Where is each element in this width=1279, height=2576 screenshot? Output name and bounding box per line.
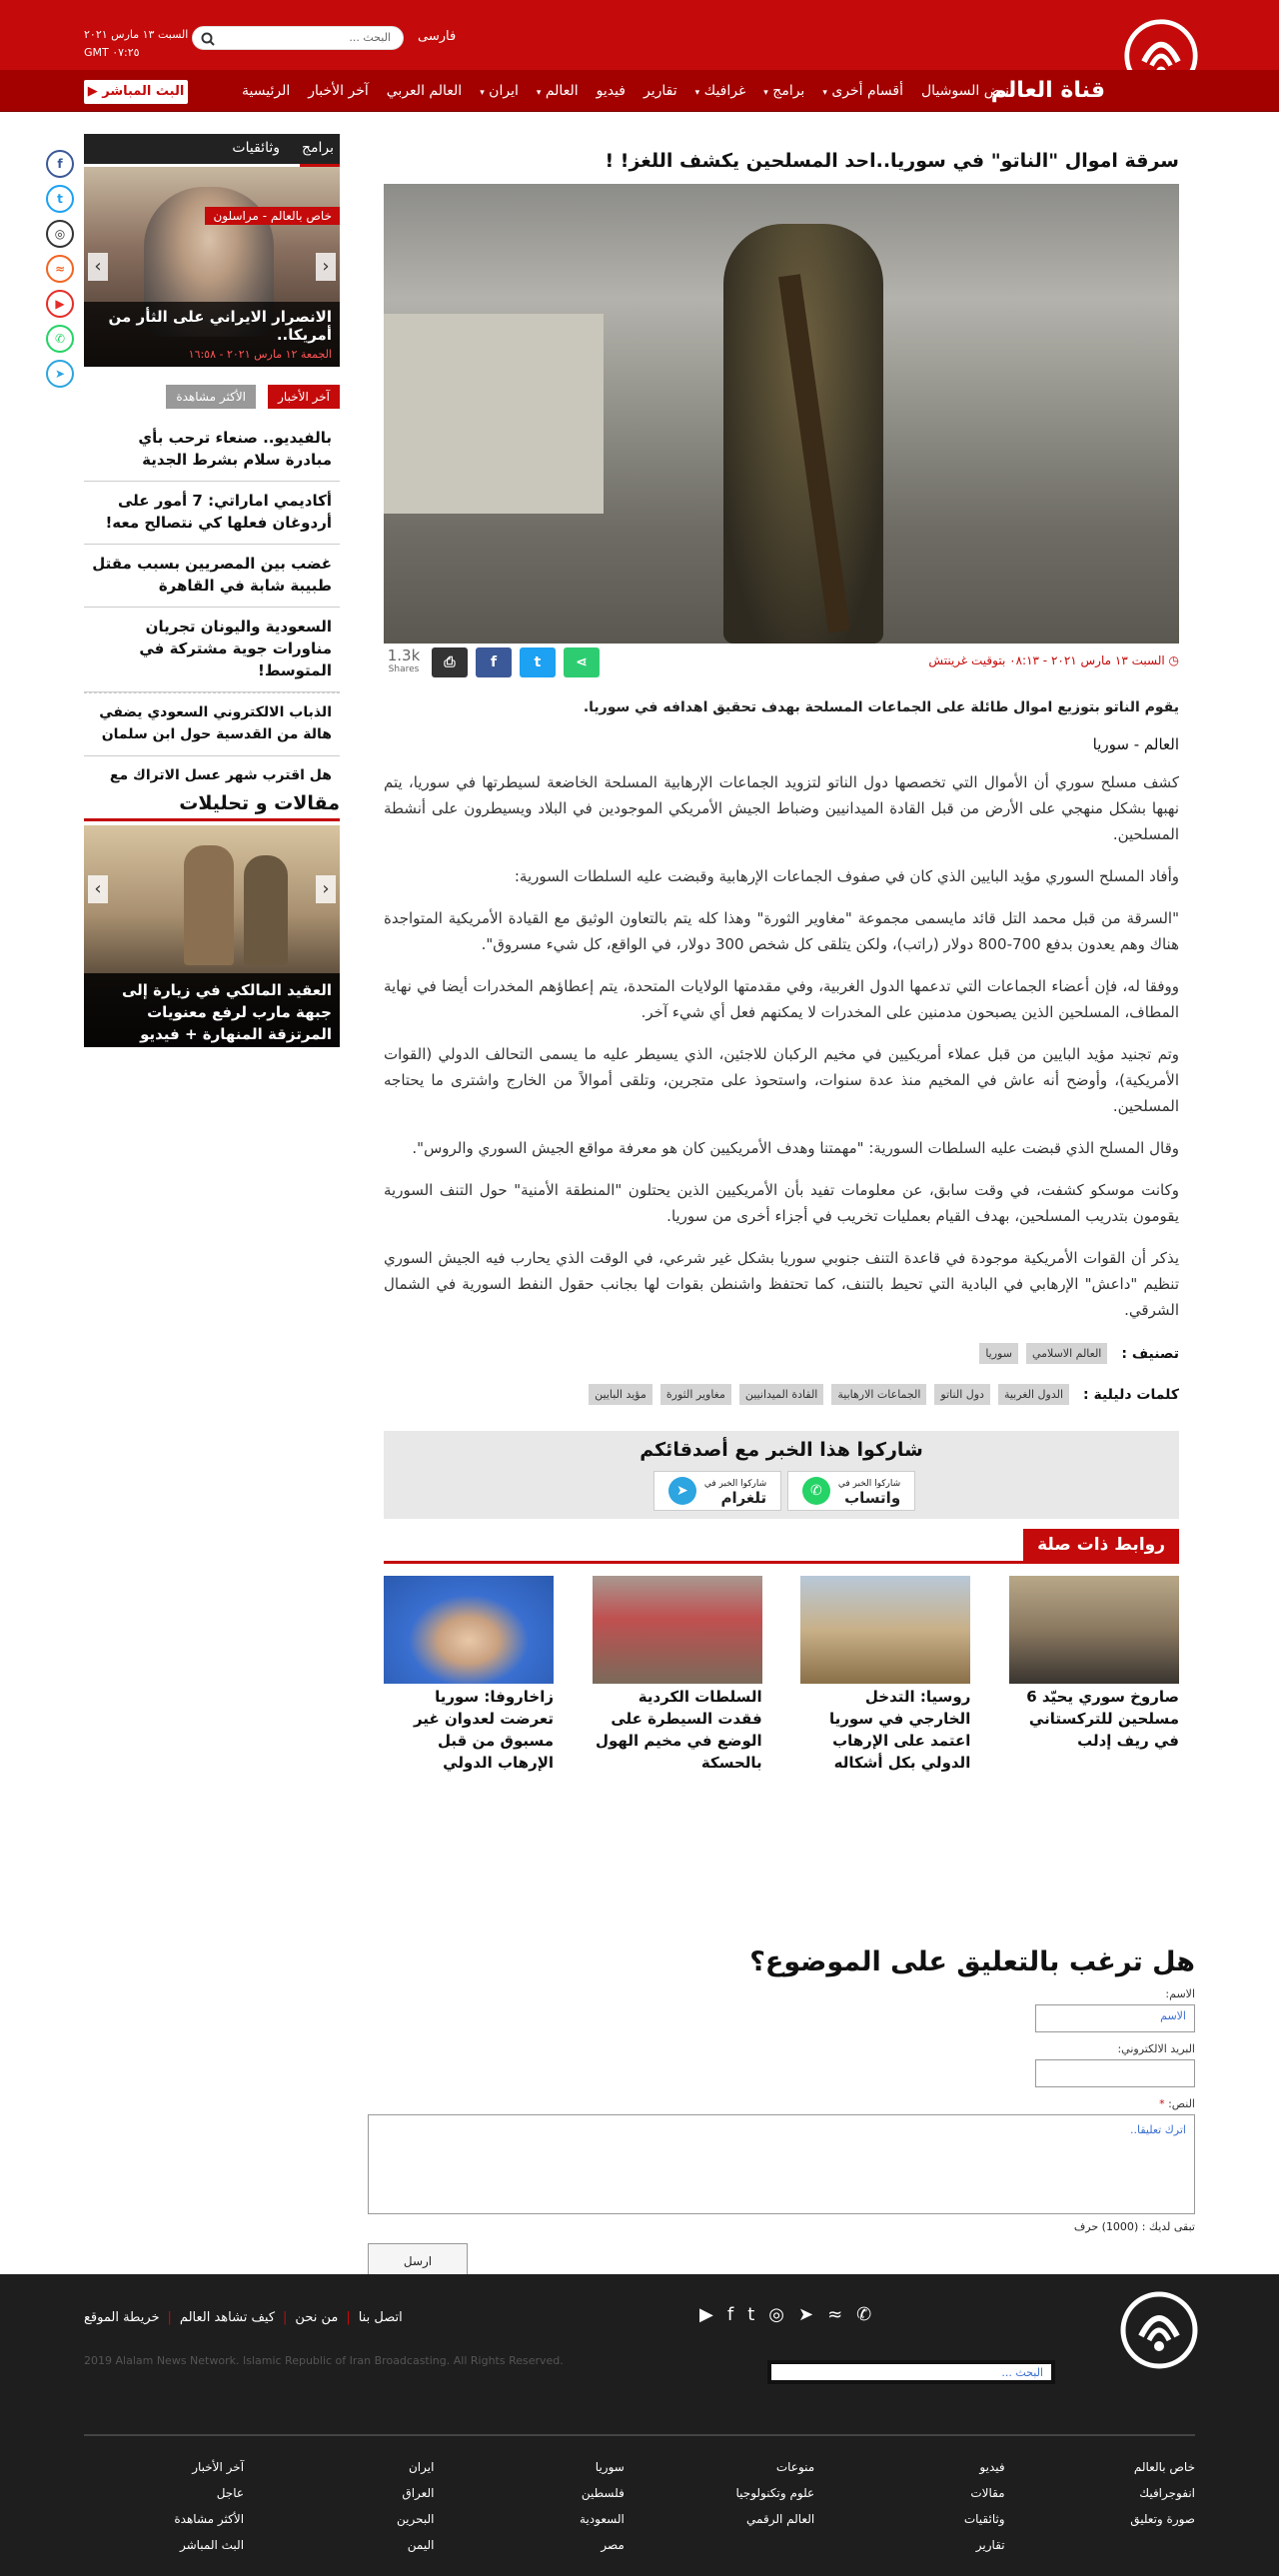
article-meta: [384, 644, 1179, 683]
whatsapp-label: واتساب: [844, 1489, 901, 1507]
telegram-label: تلغرام: [720, 1489, 767, 1507]
name-input[interactable]: الاسم: [1035, 2004, 1195, 2032]
footer-link[interactable]: عاجل: [216, 2486, 245, 2500]
footer-col: [1035, 2454, 1195, 2558]
footer-search-input[interactable]: البحث ...: [767, 2360, 1055, 2384]
separator: |: [346, 2310, 351, 2325]
slide-caption[interactable]: العقيد المالكي في زيارة إلى جبهة مارب لرفع معنويات المرتزقة المنهارة + فيديو: [84, 973, 340, 1047]
instagram-icon[interactable]: ◎: [768, 2304, 784, 2325]
whatsapp-icon[interactable]: ✆: [856, 2304, 872, 2325]
analysis-slider[interactable]: [84, 825, 340, 1047]
keywords-label: كلمات دليلية :: [1083, 1386, 1179, 1403]
chevron-left-icon[interactable]: ‹: [88, 253, 108, 281]
related-image: [384, 1576, 554, 1684]
article-paragraph: وكانت موسكو كشفت، في وقت سابق، عن معلومات تفيد بأن الأمريكيين الذين يحتلون "المنطقة الأمنية" حول التنف السورية يقومون بتدريب المسلحين، بهدف القيام بعمليات تخريب في أجزاء أخرى من سوريا.: [384, 1181, 1179, 1225]
sidebar: [84, 134, 340, 1047]
keyword-tag[interactable]: مغاوير الثورة: [660, 1384, 731, 1405]
nav-label: العالم: [545, 83, 579, 99]
footer-col: [654, 2454, 814, 2558]
chevron-down-icon: ▾: [694, 88, 700, 98]
twitter-icon[interactable]: t: [46, 185, 74, 213]
nav-item-world[interactable]: [537, 83, 579, 99]
play-icon: ▶: [87, 84, 98, 99]
keyword-tag[interactable]: مؤيد البايين: [589, 1384, 652, 1405]
slide-date: الجمعة ١٢ مارس ٢٠٢١ - ١٦:٥٨: [188, 348, 332, 361]
news-list: [84, 419, 340, 786]
search-box[interactable]: [192, 26, 404, 50]
tab-programs[interactable]: برامج: [301, 140, 334, 156]
footer-links: [84, 2310, 403, 2325]
analysis-section-title[interactable]: مقالات و تحليلات: [84, 792, 340, 821]
chevron-right-icon[interactable]: ›: [316, 253, 336, 281]
nav-item-home[interactable]: الرئيسية: [242, 83, 291, 99]
related-item[interactable]: [593, 1576, 762, 1774]
keyword-tag[interactable]: دول الناتو: [934, 1384, 990, 1405]
category-row: [384, 1343, 1179, 1364]
youtube-icon[interactable]: ▶: [699, 2304, 713, 2325]
article-date: [928, 653, 1179, 667]
programs-slider[interactable]: [84, 167, 340, 367]
footer-link[interactable]: صورة وتعليق: [1130, 2512, 1195, 2526]
social-bar: [46, 150, 76, 395]
news-tabs: [84, 385, 340, 409]
list-item[interactable]: السعودية واليونان تجريان مناورات جوية مشتركة في المتوسط!: [84, 608, 340, 692]
related-image: [800, 1576, 970, 1684]
article-paragraph: وتم تجنيد مؤيد البايين من قبل عملاء أمريكيين في مخيم الركبان للاجئين، الذي يسيطر عليه ما يسمى التحالف الدولي (القوات الأمريكية)، وأوضح أنه عاش في المخيم منذ عدة سنوات، واستحوذ على متجرين، وتلقى أموالاً من الخارج واشترى ما يحتاجه المسلحين.: [384, 1045, 1179, 1115]
article-dateline: العالم - سوريا: [1092, 735, 1179, 753]
facebook-icon[interactable]: f: [726, 2304, 734, 2325]
keyword-tag[interactable]: الجماعات الارهابية: [831, 1384, 926, 1405]
category-tag[interactable]: العالم الاسلامي: [1026, 1343, 1107, 1364]
footer-link[interactable]: البث المباشر: [179, 2538, 245, 2552]
footer-link-contact[interactable]: اتصل بنا: [358, 2310, 403, 2325]
footer-divider: [84, 2434, 1195, 2436]
article-title: سرقة اموال "الناتو" في سوريا..احد المسلحين يكشف اللغز! !: [605, 150, 1179, 172]
nav-item-other[interactable]: [822, 83, 903, 99]
nav-item-graphics[interactable]: [695, 83, 746, 99]
nav-item-arab-world[interactable]: العالم العربي: [386, 83, 463, 99]
article-paragraph: "السرقة من قبل محمد التل قائد مايسمى مجموعة "مغاوير الثورة" وهذا كله يتم بالتعاون الوثيق مع القيادة الأمريكية المتواجدة هناك وهم يعدون بدفع 700-800 دولار (راتب)، ولكن يتلقى كل شخص 300 دولار، في الواقع، كل شيء مسروق".: [384, 909, 1179, 953]
list-item[interactable]: غضب بين المصريين بسبب مقتل طبيبة شابة في القاهرة: [84, 545, 340, 608]
time-text: ٠٧:٢٥ GMT: [84, 46, 140, 59]
related-item-title: روسيا: التدخل الخارجي في سوريا اعتمد على الإرهاب الدولي بكل أشكاله: [829, 1688, 971, 1772]
chars-remaining: تبقى لديك : (1000) حرف: [1073, 2220, 1195, 2233]
nav-label: أقسام أخرى: [831, 83, 903, 99]
footer-link[interactable]: منوعات: [775, 2460, 815, 2474]
share-app-buttons: [653, 1471, 915, 1511]
tab-most-viewed[interactable]: الأكثر مشاهدة: [166, 385, 256, 409]
footer-link[interactable]: علوم وتكنولوجيا: [735, 2486, 815, 2500]
article-paragraph: يذكر أن القوات الأمريكية موجودة في قاعدة التنف جنوبي سوريا بشكل غير شرعي، في الوقت الذي يحارب فيه الجيش السوري تنظيم "داعش" الإرهابي في البادية التي تحيط بالتنف، كما تحتفظ واشنطن بقوات لها بجانب حقول النفط السورية في الشمال الشرقي.: [384, 1249, 1179, 1319]
footer-col: [845, 2454, 1005, 2558]
footer-link[interactable]: وثائقيات: [963, 2512, 1005, 2526]
keyword-tag[interactable]: الدول الغربية: [998, 1384, 1069, 1405]
exclusive-badge: خاص بالعالم - مراسلون: [205, 207, 340, 225]
share-small: شاركوا الخبر في: [837, 1479, 901, 1489]
footer-link[interactable]: آخر الأخبار: [192, 2460, 245, 2474]
nav-item-latest[interactable]: آخر الأخبار: [308, 83, 369, 99]
header-date: [84, 26, 188, 62]
footer-link[interactable]: ايران: [408, 2460, 435, 2474]
telegram-icon[interactable]: ➤: [46, 360, 74, 388]
whatsapp-share-button[interactable]: [787, 1471, 915, 1511]
category-label: تصنيف :: [1121, 1345, 1179, 1362]
nav-item-iran[interactable]: [480, 83, 519, 99]
date-text: السبت ١٣ مارس ٢٠٢١: [84, 28, 189, 41]
share-count-label: Shares: [388, 664, 420, 674]
share-buttons: [384, 647, 600, 677]
related-item[interactable]: [384, 1576, 554, 1774]
twitter-icon[interactable]: t: [520, 647, 556, 677]
image-wall: [384, 314, 604, 514]
telegram-share-button[interactable]: [653, 1471, 781, 1511]
article-image: [384, 184, 1179, 644]
chevron-down-icon: ▾: [763, 88, 768, 98]
article-lead: يقوم الناتو بتوزيع اموال طائلة على الجماعات المسلحة بهدف تحقيق اهدافه في سوريا.: [583, 699, 1179, 715]
footer-link[interactable]: البحرين: [396, 2512, 435, 2526]
share-icon[interactable]: ⋖: [564, 647, 600, 677]
related-item-title: صاروخ سوري يحيّد 6 مسلحين للتركستاني في ريف إدلب: [1026, 1688, 1179, 1750]
related-image: [593, 1576, 762, 1684]
email-input[interactable]: [1035, 2059, 1195, 2087]
tab-documentaries[interactable]: وثائقيات: [232, 140, 280, 156]
search-icon[interactable]: [201, 31, 215, 50]
footer: [0, 2274, 1279, 2576]
footer-link[interactable]: انفوجرافيك: [1139, 2486, 1195, 2500]
article-paragraph: وقال المسلح الذي قبضت عليه السلطات السورية: "مهمتنا وهدف الأمريكيين كان هو معرفة مواقع الجيش السوري والروس".: [412, 1139, 1179, 1157]
footer-col: [84, 2454, 244, 2558]
nav-item-video[interactable]: فيديو: [596, 83, 627, 99]
separator: |: [283, 2310, 288, 2325]
footer-link[interactable]: مقالات: [970, 2486, 1005, 2500]
comment-title: هل ترغب بالتعليق على الموضوع؟: [749, 1946, 1195, 1977]
footer-link[interactable]: فيديو: [979, 2460, 1005, 2474]
text-label-text: النص:: [1168, 2097, 1195, 2110]
keywords-row: [384, 1384, 1179, 1405]
related-title: روابط ذات صلة: [1023, 1529, 1179, 1561]
slide-caption[interactable]: [84, 302, 340, 367]
facebook-icon[interactable]: f: [476, 647, 512, 677]
chevron-left-icon[interactable]: ‹: [88, 875, 108, 903]
footer-link[interactable]: السعودية: [580, 2512, 625, 2526]
footer-link-about[interactable]: من نحن: [295, 2310, 339, 2325]
rss-icon[interactable]: ≈: [827, 2304, 843, 2325]
footer-link[interactable]: الأكثر مشاهدة: [174, 2512, 245, 2526]
footer-link[interactable]: العراق: [402, 2486, 435, 2500]
email-label: البريد الالكتروني:: [1117, 2042, 1195, 2055]
category-tag[interactable]: سوريا: [979, 1343, 1018, 1364]
footer-link[interactable]: العالم الرقمي: [746, 2512, 815, 2526]
chevron-down-icon: ▾: [822, 88, 827, 98]
rss-icon[interactable]: ≈: [46, 255, 74, 283]
footer-col: [274, 2454, 434, 2558]
chevron-down-icon: ▾: [536, 88, 542, 98]
related-item[interactable]: [800, 1576, 970, 1774]
whatsapp-icon: ✆: [802, 1477, 830, 1505]
nav-label: ايران: [489, 83, 519, 99]
footer-link[interactable]: خاص بالعالم: [1133, 2460, 1195, 2474]
share-title: شاركوا هذا الخبر مع أصدقائكم: [640, 1439, 923, 1461]
footer-columns: [84, 2454, 1195, 2558]
comment-textarea[interactable]: اترك تعليقا..: [368, 2114, 1195, 2214]
related-image: [1009, 1576, 1179, 1684]
related-links: [384, 1561, 1179, 1774]
slide-figure: [244, 855, 288, 965]
slide-title: الانصرار الايراني على الثأر من أمريكا..: [108, 308, 332, 344]
telegram-icon: ➤: [668, 1477, 696, 1505]
clock-icon: ◷: [1168, 653, 1179, 667]
telegram-icon[interactable]: ➤: [797, 2304, 814, 2325]
related-item-title: السلطات الكردية فقدت السيطرة على الوضع في مخيم الهول بالحسكة: [596, 1688, 762, 1772]
search-input[interactable]: البحث ...: [349, 31, 391, 44]
language-link[interactable]: فارسی: [418, 29, 457, 44]
live-label: البث المباشر: [102, 84, 185, 99]
whatsapp-icon[interactable]: ✆: [46, 325, 74, 353]
alalam-logo[interactable]: [1119, 2290, 1199, 2370]
nav-items: [242, 70, 1009, 112]
name-label: الاسم:: [1165, 1987, 1195, 2000]
list-item[interactable]: بالفيديو.. صنعاء ترحب بأي مبادرة سلام بشرط الجدية: [84, 419, 340, 482]
list-item[interactable]: أكاديمي اماراتي: 7 أمور على أردوغان فعلها كي نتصالح معه!: [84, 482, 340, 545]
comment-form: [368, 1946, 1195, 2277]
footer-link[interactable]: اليمن: [407, 2538, 435, 2552]
text-label: [368, 2097, 1195, 2110]
related-item[interactable]: [1009, 1576, 1179, 1774]
send-button[interactable]: ارسل: [368, 2243, 468, 2277]
article-paragraph: كشف مسلح سوري أن الأموال التي تخصصها دول الناتو لتزويد الجماعات الإرهابية المسلحة الخاضعة لسيطرتها في سوريا، يتم نهبها بشكل منهجي على الأرض من قبل القادة الميدانيين وضباط الجيش الأمريكي الموجودين في البلاد ويسيطرون على أنشطة المسلحين.: [384, 773, 1179, 843]
footer-link-sitemap[interactable]: خريطة الموقع: [84, 2310, 160, 2325]
nav-item-programs[interactable]: [763, 83, 804, 99]
nav-item-reports[interactable]: تقارير: [643, 83, 677, 99]
nav-label: برامج: [772, 83, 805, 99]
footer-link[interactable]: مصر: [601, 2538, 625, 2552]
instagram-icon[interactable]: ◎: [46, 220, 74, 248]
twitter-icon[interactable]: t: [747, 2304, 755, 2325]
share-small: شاركوا الخبر في: [703, 1479, 767, 1489]
tab-latest-news[interactable]: آخر الأخبار: [268, 385, 340, 409]
slide-figure: [184, 845, 234, 965]
footer-social: [699, 2304, 871, 2325]
footer-link[interactable]: فلسطين: [581, 2486, 625, 2500]
footer-link[interactable]: تقارير: [975, 2538, 1005, 2552]
top-bar: [0, 0, 1279, 70]
chevron-right-icon[interactable]: ›: [316, 875, 336, 903]
print-icon[interactable]: ⎙: [432, 647, 468, 677]
article-paragraph: ووفقا له، فإن أعضاء الجماعات التي تدعمها الدول الغربية، وفي مقدمتها الولايات المتحدة، يتم إعطاؤهم المخدرات أيضا في نهاية المطاف، المسلحين الذين يصبحون مدمنين على المخدرات لا يمكنهم فعل أي شيء آخر.: [384, 977, 1179, 1021]
share-count: [384, 648, 424, 676]
footer-col: [465, 2454, 625, 2558]
main-nav: [0, 70, 1279, 112]
list-item[interactable]: الذباب الالكتروني السعودي يضفي هالة من القدسية حول ابن سلمان: [84, 692, 340, 756]
sidebar-tabs: [84, 134, 340, 164]
list-item[interactable]: هل اقترب شهر عسل الاتراك مع: [109, 767, 332, 783]
brand-name[interactable]: قناة العالم: [990, 78, 1105, 103]
related-item-title: زاخاروفا: سوريا تعرضت لعدوان غير مسبوق من قبل الإرهاب الدولي: [414, 1688, 555, 1772]
live-button[interactable]: [84, 80, 188, 104]
footer-link-watch[interactable]: كيف تشاهد العالم: [179, 2310, 276, 2325]
chevron-down-icon: ▾: [480, 88, 485, 98]
date-text: السبت ١٣ مارس ٢٠٢١ - ٠٨:١٣ بتوقيت غرينتش: [928, 653, 1165, 667]
keyword-tag[interactable]: القادة الميدانيين: [739, 1384, 823, 1405]
share-box: [384, 1431, 1179, 1519]
article: [384, 150, 1179, 1774]
youtube-icon[interactable]: ▶: [46, 290, 74, 318]
nav-label: غرافيك: [703, 83, 746, 99]
required-mark: *: [1159, 2097, 1165, 2110]
nav-item-social[interactable]: نبض السوشيال: [921, 83, 1009, 99]
article-paragraph: وأفاد المسلح السوري مؤيد البايين الذي كان في صفوف الجماعات الإرهابية وقبضت عليه السلطات السورية:: [514, 867, 1179, 885]
separator: |: [167, 2310, 172, 2325]
copyright: 2019 Alalam News Network. Islamic Republic of Iran Broadcasting. All Rights Reserved.: [84, 2354, 564, 2367]
share-count-value: 1.3k: [387, 646, 421, 664]
facebook-icon[interactable]: f: [46, 150, 74, 178]
footer-link[interactable]: سوريا: [595, 2460, 625, 2474]
